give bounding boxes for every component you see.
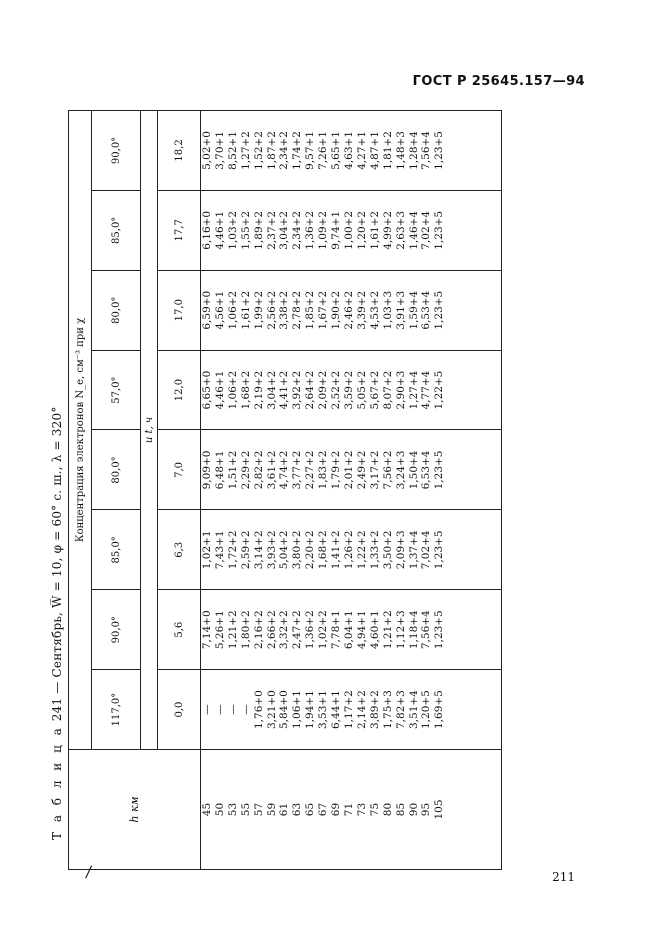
- table-cell: 4,63+1: [342, 131, 355, 170]
- table-cell: 5,65+1: [330, 131, 343, 170]
- table-cell: 1,03+2: [226, 210, 239, 250]
- table-cell: 1,61+2: [239, 290, 252, 330]
- table-cell: 9,57+1: [304, 131, 317, 170]
- table-cell: 2,46+2: [342, 290, 355, 330]
- table-cell: 2,64+2: [304, 370, 317, 410]
- height-value: 85: [394, 802, 407, 817]
- caption-number: 241: [50, 697, 64, 722]
- table-cell: 2,34+2: [278, 131, 291, 170]
- value-list: [201, 191, 446, 270]
- table-cell: 9,09+0: [201, 450, 213, 490]
- table-cell: 4,53+2: [368, 290, 381, 330]
- table-cell: 1,79+2: [330, 450, 343, 490]
- table-cell: 7,56+4: [420, 610, 433, 650]
- table-cell: 3,93+2: [265, 530, 278, 570]
- table-cell: 3,32+2: [278, 610, 291, 650]
- table-cell: 1,55+2: [239, 210, 252, 250]
- table-cell: 1,61+2: [368, 210, 381, 250]
- table-cell: 7,43+1: [213, 530, 226, 570]
- table-cell: 5,26+1: [213, 610, 226, 650]
- table-cell: 4,27+1: [355, 131, 368, 170]
- height-value: 80: [381, 802, 394, 817]
- table-cell: 7,14+0: [201, 610, 213, 650]
- value-column: [201, 430, 502, 510]
- table-cell: 5,05+2: [355, 370, 368, 410]
- table-cell: 7,02+4: [420, 530, 433, 570]
- table-cell: 1,17+2: [342, 690, 355, 729]
- table-cell: 4,94+1: [355, 610, 368, 650]
- height-value: 65: [304, 802, 317, 817]
- table-cell: 7,78+1: [330, 610, 343, 650]
- height-value: 57: [252, 802, 265, 817]
- time-header: 18,2: [158, 111, 201, 191]
- height-column: [201, 750, 502, 870]
- table-cell: —: [201, 704, 213, 715]
- table-body-row: [201, 111, 502, 870]
- value-column: [201, 510, 502, 590]
- table-cell: —: [226, 704, 239, 715]
- angle-header: 90,0°: [92, 590, 141, 670]
- table-cell: 1,22+5: [433, 370, 446, 410]
- table-cell: 2,82+2: [252, 450, 265, 490]
- height-value: 55: [239, 802, 252, 817]
- table-cell: 2,49+2: [355, 450, 368, 490]
- angle-header: 85,0°: [92, 510, 141, 590]
- table-cell: 1,28+4: [407, 131, 420, 170]
- page-number: 211: [552, 870, 575, 884]
- table-cell: 1,51+2: [226, 450, 239, 490]
- angle-header: 117,0°: [92, 670, 141, 750]
- group-header: Концентрация электронов N_e, см⁻³ при χ: [69, 111, 92, 750]
- table-cell: 3,89+2: [368, 690, 381, 729]
- table-cell: 6,53+4: [420, 290, 433, 330]
- table-cell: 1,76+0: [252, 690, 265, 729]
- table-cell: 3,80+2: [291, 530, 304, 570]
- time-header: 17,0: [158, 270, 201, 350]
- height-value: 61: [278, 802, 291, 817]
- table-cell: 1,52+2: [252, 131, 265, 170]
- table-cell: 6,65+0: [201, 370, 213, 410]
- table-cell: 1,02+1: [201, 530, 213, 570]
- height-value: 45: [201, 802, 213, 817]
- rotated-table-block: [46, 110, 576, 870]
- table-cell: 2,14+2: [355, 690, 368, 729]
- value-column: [201, 111, 502, 191]
- height-value: 67: [317, 802, 330, 817]
- table-cell: 5,02+0: [201, 131, 213, 170]
- height-value: 71: [342, 802, 355, 817]
- table-cell: 1,33+2: [368, 530, 381, 570]
- table-cell: 1,89+2: [252, 210, 265, 250]
- table-cell: 1,94+1: [304, 690, 317, 729]
- table-cell: 2,27+2: [304, 450, 317, 490]
- height-value: 95: [420, 802, 433, 817]
- table-cell: 2,63+3: [394, 210, 407, 250]
- table-cell: 1,87+2: [265, 131, 278, 170]
- table-cell: 7,56+2: [381, 450, 394, 490]
- table-cell: 3,21+0: [265, 690, 278, 729]
- table-cell: 3,59+2: [342, 370, 355, 410]
- table-cell: 1,23+5: [433, 610, 446, 650]
- table-cell: 4,77+4: [420, 370, 433, 410]
- table-cell: 1,74+2: [291, 131, 304, 170]
- table-cell: 5,67+2: [368, 370, 381, 410]
- table-cell: 3,92+2: [291, 370, 304, 410]
- table-cell: 1,67+2: [317, 290, 330, 330]
- table-cell: 1,21+2: [226, 610, 239, 650]
- value-list: [201, 510, 446, 589]
- time-header: 6,3: [158, 510, 201, 590]
- value-list: [201, 271, 446, 350]
- table-cell: 3,51+4: [407, 690, 420, 729]
- table-cell: 2,78+2: [291, 290, 304, 330]
- table-cell: 3,61+2: [265, 450, 278, 490]
- table-cell: 1,90+2: [330, 290, 343, 330]
- table-cell: 1,68+2: [239, 370, 252, 410]
- table-cell: 2,09+2: [317, 370, 330, 410]
- caption-text: — Сентябрь, W̅ = 10, φ = 60° с. ш., λ = 320°: [50, 406, 64, 694]
- table-cell: 2,47+2: [291, 610, 304, 650]
- table-cell: 1,06+1: [291, 690, 304, 729]
- time-header: 5,6: [158, 590, 201, 670]
- table-cell: 1,50+4: [407, 450, 420, 490]
- height-value: 105: [433, 799, 446, 820]
- time-header: 7,0: [158, 430, 201, 510]
- table-cell: 2,90+3: [394, 370, 407, 410]
- table-cell: 1,85+2: [304, 290, 317, 330]
- table-cell: 1,80+2: [239, 610, 252, 650]
- table-cell: 1,20+5: [420, 690, 433, 729]
- table-cell: 1,20+2: [355, 210, 368, 250]
- table-cell: 3,04+2: [278, 210, 291, 250]
- table-cell: 1,26+2: [342, 530, 355, 570]
- table-cell: 1,48+3: [394, 131, 407, 170]
- table-cell: 4,60+1: [368, 610, 381, 650]
- table-cell: 2,56+2: [265, 290, 278, 330]
- height-values: [201, 750, 446, 869]
- table-cell: 2,29+2: [239, 450, 252, 490]
- value-column: [201, 590, 502, 670]
- table-cell: 6,16+0: [201, 210, 213, 250]
- data-table: [68, 110, 502, 870]
- table-cell: 1,36+2: [304, 210, 317, 250]
- table-cell: 1,00+2: [342, 210, 355, 250]
- table-cell: 6,59+0: [201, 290, 213, 330]
- table-cell: 1,09+2: [317, 210, 330, 250]
- table-cell: 7,56+4: [420, 131, 433, 170]
- table-cell: 3,17+2: [368, 450, 381, 490]
- time-header: 17,7: [158, 190, 201, 270]
- table-cell: 1,21+2: [381, 610, 394, 650]
- table-cell: 3,24+3: [394, 450, 407, 490]
- table-cell: 2,09+3: [394, 530, 407, 570]
- table-cell: 3,53+1: [317, 690, 330, 729]
- table-cell: 1,06+2: [226, 370, 239, 410]
- angle-header: 57,0°: [92, 350, 141, 430]
- table-cell: 1,72+2: [226, 530, 239, 570]
- table-cell: 1,68+2: [317, 530, 330, 570]
- table-cell: 1,46+4: [407, 210, 420, 250]
- angle-header: 80,0°: [92, 430, 141, 510]
- table-cell: 4,46+1: [213, 370, 226, 410]
- table-cell: 1,03+3: [381, 290, 394, 330]
- time-header: 12,0: [158, 350, 201, 430]
- table-cell: 4,56+1: [213, 290, 226, 330]
- angle-header: 90,0°: [92, 111, 141, 191]
- table-cell: 2,66+2: [265, 610, 278, 650]
- table-cell: 6,48+1: [213, 450, 226, 490]
- table-cell: 7,26+1: [317, 131, 330, 170]
- table-cell: 8,52+1: [226, 131, 239, 170]
- table-cell: 2,52+2: [330, 370, 343, 410]
- height-value: 59: [265, 802, 278, 817]
- table-cell: —: [239, 704, 252, 715]
- table-cell: 1,23+5: [433, 131, 446, 170]
- table-cell: 3,77+2: [291, 450, 304, 490]
- height-value: 75: [368, 802, 381, 817]
- table-cell: 3,39+2: [355, 290, 368, 330]
- table-cell: 2,34+2: [291, 210, 304, 250]
- table-cell: 1,02+2: [317, 610, 330, 650]
- angle-header: 80,0°: [92, 270, 141, 350]
- table-cell: 1,06+2: [226, 290, 239, 330]
- table-cell: 4,74+2: [278, 450, 291, 490]
- table-cell: 1,27+2: [239, 131, 252, 170]
- table-cell: 1,81+2: [381, 131, 394, 170]
- table-cell: 3,91+3: [394, 290, 407, 330]
- table-cell: 5,04+2: [278, 530, 291, 570]
- table-cell: 1,18+4: [407, 610, 420, 650]
- height-value: 63: [291, 802, 304, 817]
- table-cell: 2,01+2: [342, 450, 355, 490]
- table-cell: 2,20+2: [304, 530, 317, 570]
- table-cell: 4,87+1: [368, 131, 381, 170]
- value-list: [201, 111, 446, 190]
- table-cell: 1,83+2: [317, 450, 330, 490]
- table-cell: 1,23+5: [433, 530, 446, 570]
- table-cell: 1,99+2: [252, 290, 265, 330]
- height-header: h км: [69, 750, 201, 870]
- table-cell: 1,59+4: [407, 290, 420, 330]
- table-cell: 1,69+5: [433, 690, 446, 729]
- pen-mark: /: [84, 861, 93, 882]
- table-cell: 1,23+5: [433, 210, 446, 250]
- value-column: [201, 670, 502, 750]
- value-column: [201, 350, 502, 430]
- table-cell: 1,75+3: [381, 690, 394, 729]
- table-cell: 7,82+3: [394, 690, 407, 729]
- table-cell: 3,04+2: [265, 370, 278, 410]
- table-cell: 8,07+2: [381, 370, 394, 410]
- height-value: 69: [330, 802, 343, 817]
- table-cell: 1,23+5: [433, 450, 446, 490]
- value-column: [201, 270, 502, 350]
- table-cell: 2,37+2: [265, 210, 278, 250]
- value-list: [201, 670, 446, 749]
- table-cell: 1,41+2: [330, 530, 343, 570]
- value-list: [201, 351, 446, 430]
- table-cell: 7,02+4: [420, 210, 433, 250]
- table-cell: —: [213, 704, 226, 715]
- time-header: 0,0: [158, 670, 201, 750]
- table-cell: 2,59+2: [239, 530, 252, 570]
- table-cell: 4,46+1: [213, 210, 226, 250]
- table-cell: 1,37+4: [407, 530, 420, 570]
- table-cell: 2,16+2: [252, 610, 265, 650]
- table-cell: 4,41+2: [278, 370, 291, 410]
- table-cell: 3,38+2: [278, 290, 291, 330]
- value-list: [201, 431, 446, 510]
- document-header: ГОСТ Р 25645.157—94: [412, 74, 585, 89]
- value-list: [201, 590, 446, 669]
- height-value: 50: [213, 802, 226, 817]
- angle-header: 85,0°: [92, 190, 141, 270]
- table-cell: 6,04+1: [342, 610, 355, 650]
- table-cell: 3,14+2: [252, 530, 265, 570]
- table-cell: 5,84+0: [278, 690, 291, 729]
- table-cell: 3,70+1: [213, 131, 226, 170]
- table-cell: 9,74+1: [330, 210, 343, 250]
- table-caption: [46, 110, 68, 870]
- table-cell: 6,44+1: [330, 690, 343, 729]
- table-cell: 2,19+2: [252, 370, 265, 410]
- height-value: 90: [407, 802, 420, 817]
- height-value: 53: [226, 802, 239, 817]
- caption-label: Т а б л и ц а: [50, 725, 64, 840]
- table-cell: 4,99+2: [381, 210, 394, 250]
- table-cell: 6,53+4: [420, 450, 433, 490]
- table-cell: 3,50+2: [381, 530, 394, 570]
- value-column: [201, 190, 502, 270]
- table-cell: 1,23+5: [433, 290, 446, 330]
- table-cell: 1,27+4: [407, 370, 420, 410]
- time-subheader: и t, ч: [141, 111, 158, 750]
- table-cell: 1,22+2: [355, 530, 368, 570]
- table-cell: 1,36+2: [304, 610, 317, 650]
- height-value: 73: [355, 802, 368, 817]
- table-cell: 1,12+3: [394, 610, 407, 650]
